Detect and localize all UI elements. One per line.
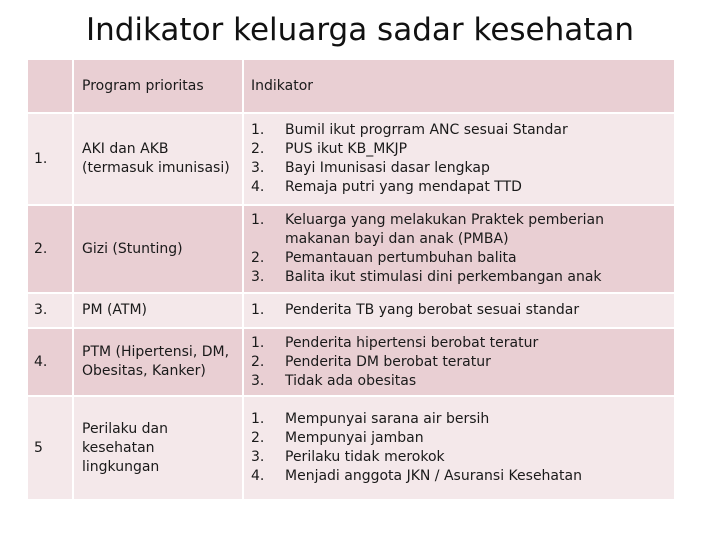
row-number: 4.	[27, 328, 73, 396]
indicator-table	[26, 58, 676, 501]
list-item: 3. Tidak ada obesitas	[251, 372, 417, 389]
table-row	[27, 293, 675, 328]
row-program: PTM (Hipertensi, DM, Obesitas, Kanker)	[73, 328, 243, 396]
list-item: 3. Perilaku tidak merokok	[251, 449, 445, 465]
list-item: 4. Menjadi anggota JKN / Asuransi Kesehatan	[251, 468, 582, 484]
list-item: 1. Keluarga yang melakukan Praktek pemberian makanan bayi dan anak (PMBA)	[251, 212, 605, 247]
list-item: 2. Pemantauan pertumbuhan balita	[251, 250, 517, 266]
table-row	[27, 396, 675, 500]
row-indikator-list	[243, 293, 675, 328]
list-item: 2. PUS ikut KB_MKJP	[251, 141, 408, 157]
row-indikator-list	[243, 328, 675, 396]
row-program: Gizi (Stunting)	[73, 205, 243, 293]
row-number: 3.	[27, 293, 73, 328]
row-indikator-list	[243, 205, 675, 293]
header-indikator: Indikator	[243, 59, 675, 113]
list-item: 1. Mempunyai sarana air bersih	[251, 411, 490, 427]
row-program: PM (ATM)	[73, 293, 243, 328]
row-indikator-list	[243, 113, 675, 205]
row-number: 1.	[27, 113, 73, 205]
list-item: 3. Balita ikut stimulasi dini perkembangan anak	[251, 269, 602, 285]
list-item: 1. Bumil ikut progrram ANC sesuai Standar	[251, 122, 568, 138]
table-row	[27, 328, 675, 396]
list-item: 4. Remaja putri yang mendapat TTD	[251, 179, 522, 195]
list-item: 1. Penderita TB yang berobat sesuai standar	[251, 302, 580, 318]
row-indikator-list	[243, 396, 675, 500]
table-row	[27, 205, 675, 293]
row-number: 2.	[27, 205, 73, 293]
page-title: Indikator keluarga sadar kesehatan	[85, 12, 635, 48]
list-item: 2. Mempunyai jamban	[251, 430, 424, 446]
list-item: 3. Bayi Imunisasi dasar lengkap	[251, 160, 490, 176]
header-program: Program prioritas	[73, 59, 243, 113]
list-item: 1. Penderita hipertensi berobat teratur	[251, 334, 539, 351]
header-number	[27, 59, 73, 113]
list-item: 2. Penderita DM berobat teratur	[251, 353, 491, 370]
row-number: 5	[27, 396, 73, 500]
table-row	[27, 113, 675, 205]
table-header-row	[27, 59, 675, 113]
row-program: AKI dan AKB (termasuk imunisasi)	[73, 113, 243, 205]
row-program: Perilaku dan kesehatan lingkungan	[73, 396, 243, 500]
